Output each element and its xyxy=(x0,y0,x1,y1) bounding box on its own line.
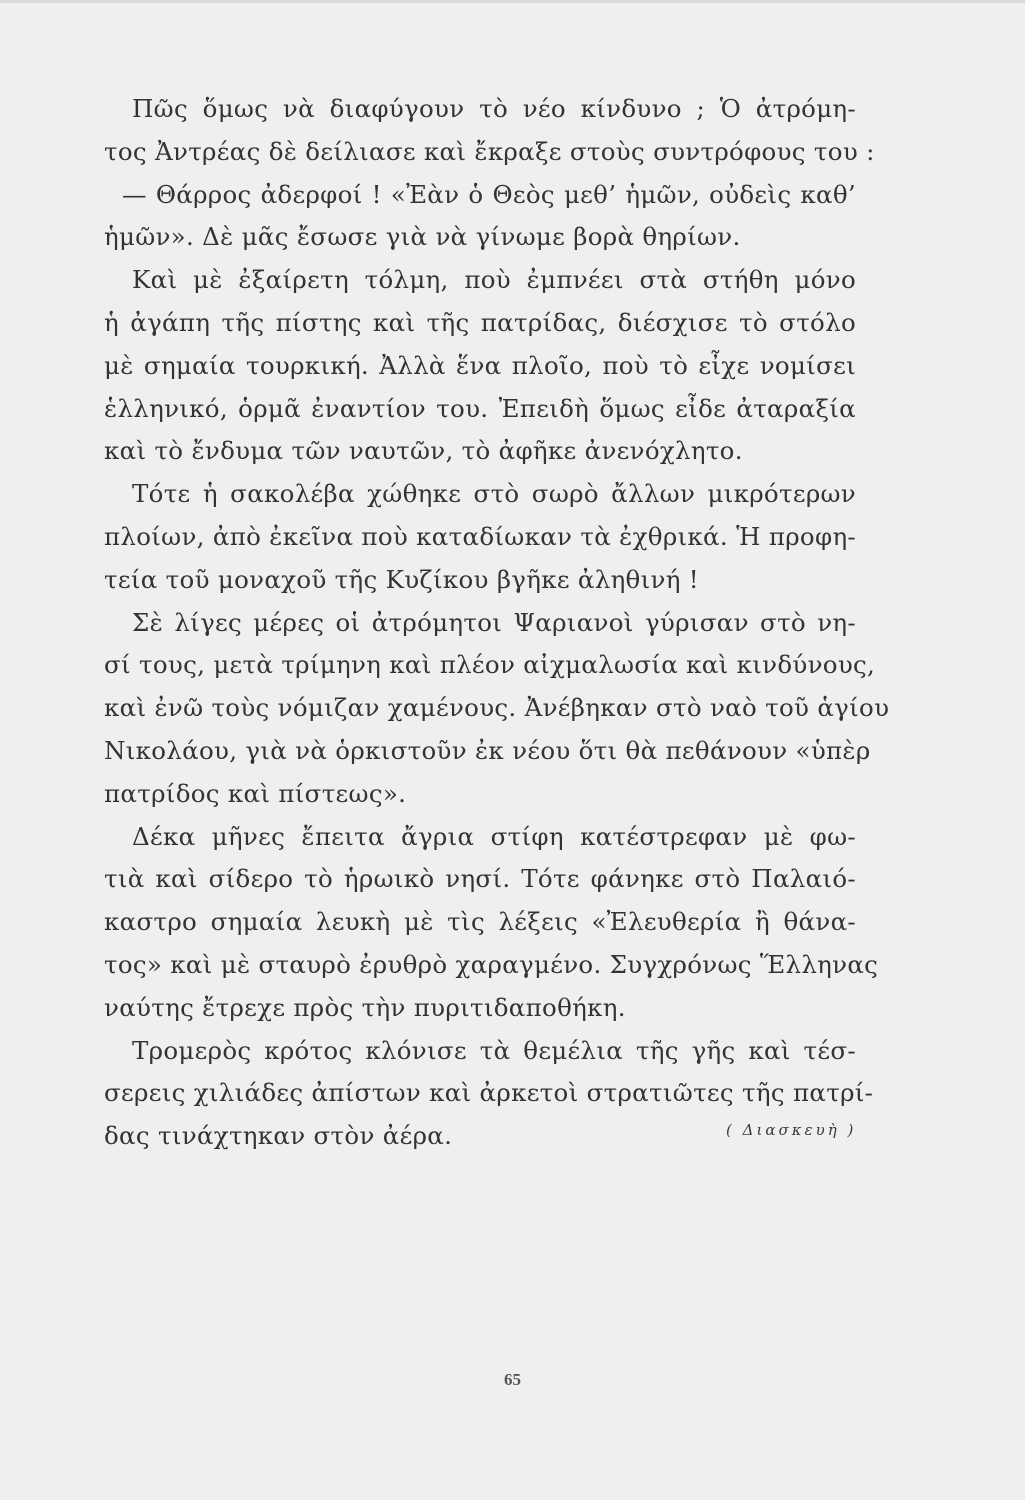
text-line: ἡ ἀγάπη τῆς πίστης καὶ τῆς πατρίδας, διέσχισε τὸ στόλο xyxy=(104,307,856,337)
page-top-edge xyxy=(0,0,1025,3)
text-line: τιὰ καὶ σίδερο τὸ ἡρωικὸ νησί. Τότε φάνηκε στὸ Παλαιό- xyxy=(104,864,856,894)
text-line: τος Ἀντρέας δὲ δείλιασε καὶ ἔκραξε στοὺς συντρόφους του : xyxy=(104,136,875,166)
text-line: Σὲ λίγες μέρες οἱ ἀτρόμητοι Ψαριανοὶ γύρισαν στὸ νη- xyxy=(132,607,856,637)
text-line: καὶ τὸ ἔνδυμα τῶν ναυτῶν, τὸ ἀφῆκε ἀνενόχλητο. xyxy=(104,436,743,466)
text-line: καστρο σημαία λευκὴ μὲ τὶς λέξεις «Ἐλευθερία ἢ θάνα- xyxy=(104,907,856,937)
text-line: καὶ ἐνῶ τοὺς νόμιζαν χαμένους. Ἀνέβηκαν στὸ ναὸ τοῦ ἁγίου xyxy=(104,693,890,723)
source-note: ( Διασκευὴ ) xyxy=(726,1121,857,1139)
text-line: σί τους, μετὰ τρίμηνη καὶ πλέον αἰχμαλωσία καὶ κινδύνους, xyxy=(104,650,876,680)
text-line: ναύτης ἔτρεχε πρὸς τὴν πυριτιδαποθήκη. xyxy=(104,992,626,1022)
text-line: ἡμῶν». Δὲ μᾶς ἔσωσε γιὰ νὰ γίνωμε βορὰ θηρίων. xyxy=(104,222,741,252)
text-line: Τρομερὸς κρότος κλόνισε τὰ θεμέλια τῆς γῆς καὶ τέσ- xyxy=(132,1035,856,1065)
text-line: Τότε ἡ σακολέβα χώθηκε στὸ σωρὸ ἄλλων μικρότερων xyxy=(132,479,856,509)
text-line: τεία τοῦ μοναχοῦ τῆς Κυζίκου βγῆκε ἀληθινή ! xyxy=(104,564,699,594)
text-line: Πῶς ὅμως νὰ διαφύγουν τὸ νέο κίνδυνο ; Ὁ ἀτρόμη- xyxy=(132,94,856,123)
text-line: πλοίων, ἀπὸ ἐκεῖνα ποὺ καταδίωκαν τὰ ἐχθρικά. Ἡ προφη- xyxy=(104,521,856,551)
text-line: — Θάρρος ἀδερφοί ! «Ἐὰν ὁ Θεὸς μεθ’ ἡμῶν, οὐδεὶς καθ’ xyxy=(122,179,856,209)
text-line: σερεις χιλιάδες ἀπίστων καὶ ἀρκετοὶ στρατιῶτες τῆς πατρί- xyxy=(104,1078,874,1108)
body-text xyxy=(104,88,890,1158)
text-line: Νικολάου, γιὰ νὰ ὁρκιστοῦν ἐκ νέου ὅτι θὰ πεθάνουν «ὑπὲρ xyxy=(104,735,871,765)
text-line: δας τινάχτηκαν στὸν ἀέρα. xyxy=(104,1121,453,1151)
text-line: ἑλληνικό, ὁρμᾶ ἐναντίον του. Ἐπειδὴ ὅμως εἶδε ἀταραξία xyxy=(104,393,856,423)
text-line: τος» καὶ μὲ σταυρὸ ἐρυθρὸ χαραγμένο. Συγχρόνως Ἕλληνας xyxy=(104,949,879,979)
text-line: πατρίδος καὶ πίστεως». xyxy=(104,778,407,808)
text-line: Δέκα μῆνες ἔπειτα ἄγρια στίφη κατέστρεφαν μὲ φω- xyxy=(132,821,856,851)
page-number: 65 xyxy=(504,1370,521,1389)
text-line: μὲ σημαία τουρκική. Ἀλλὰ ἕνα πλοῖο, ποὺ τὸ εἶχε νομίσει xyxy=(104,350,856,380)
text-line: Καὶ μὲ ἐξαίρετη τόλμη, ποὺ ἐμπνέει στὰ στήθη μόνο xyxy=(132,265,856,295)
